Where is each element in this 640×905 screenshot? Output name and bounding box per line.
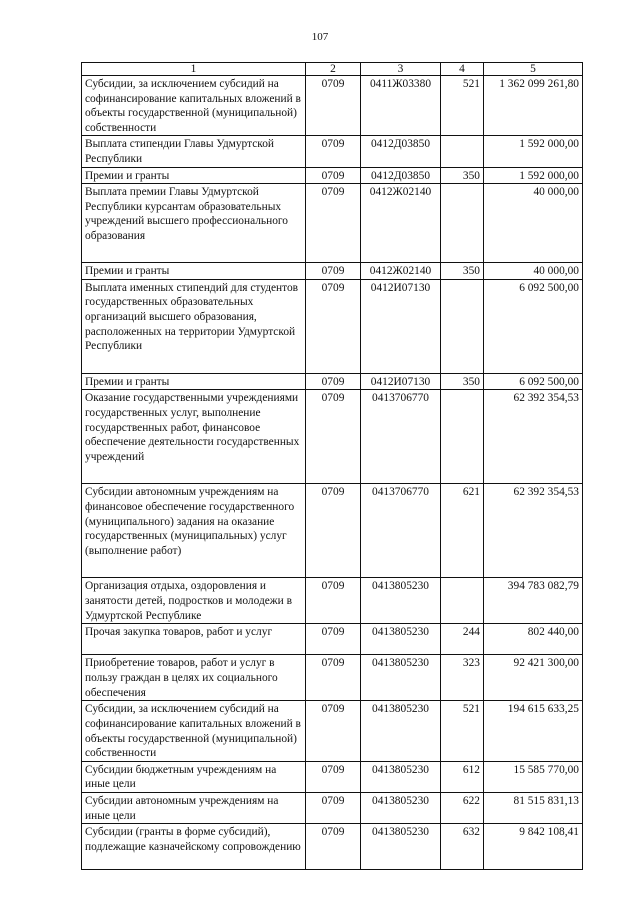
row-code: 0413706770 <box>361 484 441 578</box>
row-code: 0413805230 <box>361 578 441 624</box>
table-row <box>82 824 583 870</box>
row-name: Выплата стипендии Главы Удмуртской Республики <box>82 136 306 167</box>
row-amount: 6 092 500,00 <box>484 373 583 390</box>
row-expense-type: 244 <box>441 624 484 655</box>
row-section: 0709 <box>306 279 361 373</box>
row-name: Премии и гранты <box>82 373 306 390</box>
row-expense-type <box>441 390 484 484</box>
row-expense-type: 612 <box>441 761 484 792</box>
column-header-4: 4 <box>441 63 484 76</box>
row-code: 0411Ж03380 <box>361 76 441 136</box>
row-expense-type <box>441 279 484 373</box>
row-section: 0709 <box>306 578 361 624</box>
row-section: 0709 <box>306 76 361 136</box>
row-expense-type <box>441 184 484 263</box>
row-amount: 6 092 500,00 <box>484 279 583 373</box>
table-row <box>82 624 583 655</box>
row-amount: 394 783 082,79 <box>484 578 583 624</box>
row-expense-type: 521 <box>441 76 484 136</box>
table-row <box>82 263 583 280</box>
row-amount: 40 000,00 <box>484 263 583 280</box>
table-row <box>82 578 583 624</box>
row-section: 0709 <box>306 136 361 167</box>
table-row <box>82 792 583 823</box>
row-name: Выплата именных стипендий для студентов государственных образовательных организаций высшего образования, расположенных на территории Удмуртской Республики <box>82 279 306 373</box>
table-row <box>82 761 583 792</box>
row-expense-type <box>441 136 484 167</box>
row-code: 0413706770 <box>361 390 441 484</box>
row-section: 0709 <box>306 373 361 390</box>
row-name: Субсидии (гранты в форме субсидий), подлежащие казначейскому сопровождению <box>82 824 306 870</box>
row-section: 0709 <box>306 701 361 761</box>
row-code: 0412Ж02140 <box>361 263 441 280</box>
row-amount: 1 592 000,00 <box>484 167 583 184</box>
row-name: Выплата премии Главы Удмуртской Республики курсантам образовательных учреждений высшего профессионального образования <box>82 184 306 263</box>
row-amount: 194 615 633,25 <box>484 701 583 761</box>
column-header-5: 5 <box>484 63 583 76</box>
row-section: 0709 <box>306 655 361 701</box>
row-name: Премии и гранты <box>82 167 306 184</box>
row-code: 0413805230 <box>361 824 441 870</box>
column-header-2: 2 <box>306 63 361 76</box>
row-code: 0412Д03850 <box>361 136 441 167</box>
table-row <box>82 136 583 167</box>
row-section: 0709 <box>306 184 361 263</box>
table-row <box>82 701 583 761</box>
row-amount: 81 515 831,13 <box>484 792 583 823</box>
row-expense-type: 621 <box>441 484 484 578</box>
row-name: Субсидии бюджетным учреждениям на иные цели <box>82 761 306 792</box>
row-section: 0709 <box>306 263 361 280</box>
row-expense-type: 350 <box>441 167 484 184</box>
row-section: 0709 <box>306 761 361 792</box>
row-amount: 1 592 000,00 <box>484 136 583 167</box>
page-number: 107 <box>311 31 329 43</box>
table-row <box>82 484 583 578</box>
row-name: Оказание государственными учреждениями государственных услуг, выполнение государственных работ, финансовое обеспечение деятельности государственных учреждений <box>82 390 306 484</box>
table-row <box>82 76 583 136</box>
table-header-row <box>82 63 583 76</box>
table-row <box>82 373 583 390</box>
row-expense-type: 350 <box>441 373 484 390</box>
row-amount: 15 585 770,00 <box>484 761 583 792</box>
row-code: 0412И07130 <box>361 279 441 373</box>
table-row <box>82 390 583 484</box>
row-expense-type: 521 <box>441 701 484 761</box>
row-name: Организация отдыха, оздоровления и занятости детей, подростков и молодежи в Удмуртской Республике <box>82 578 306 624</box>
row-section: 0709 <box>306 824 361 870</box>
row-expense-type: 350 <box>441 263 484 280</box>
row-name: Премии и гранты <box>82 263 306 280</box>
row-name: Приобретение товаров, работ и услуг в пользу граждан в целях их социального обеспечения <box>82 655 306 701</box>
row-expense-type: 632 <box>441 824 484 870</box>
row-code: 0412Д03850 <box>361 167 441 184</box>
row-amount: 1 362 099 261,80 <box>484 76 583 136</box>
row-expense-type: 323 <box>441 655 484 701</box>
row-amount: 802 440,00 <box>484 624 583 655</box>
budget-table <box>81 62 583 870</box>
row-code: 0413805230 <box>361 761 441 792</box>
row-amount: 92 421 300,00 <box>484 655 583 701</box>
row-section: 0709 <box>306 167 361 184</box>
column-header-3: 3 <box>361 63 441 76</box>
row-code: 0413805230 <box>361 792 441 823</box>
table-row <box>82 655 583 701</box>
row-name: Субсидии, за исключением субсидий на софинансирование капитальных вложений в объекты государственной (муниципальной) собственности <box>82 76 306 136</box>
row-code: 0413805230 <box>361 624 441 655</box>
row-expense-type: 622 <box>441 792 484 823</box>
column-header-1: 1 <box>82 63 306 76</box>
row-code: 0413805230 <box>361 655 441 701</box>
row-amount: 62 392 354,53 <box>484 390 583 484</box>
table-row <box>82 279 583 373</box>
row-name: Субсидии автономным учреждениям на финансовое обеспечение государственного (муниципального) задания на оказание государственных (муниципальных) услуг (выполнение работ) <box>82 484 306 578</box>
row-amount: 40 000,00 <box>484 184 583 263</box>
row-code: 0412Ж02140 <box>361 184 441 263</box>
row-section: 0709 <box>306 624 361 655</box>
table-row <box>82 167 583 184</box>
row-section: 0709 <box>306 484 361 578</box>
row-expense-type <box>441 578 484 624</box>
row-name: Субсидии, за исключением субсидий на софинансирование капитальных вложений в объекты государственной (муниципальной) собственности <box>82 701 306 761</box>
row-amount: 62 392 354,53 <box>484 484 583 578</box>
row-code: 0412И07130 <box>361 373 441 390</box>
table-row <box>82 184 583 263</box>
row-section: 0709 <box>306 390 361 484</box>
row-section: 0709 <box>306 792 361 823</box>
row-name: Прочая закупка товаров, работ и услуг <box>82 624 306 655</box>
row-amount: 9 842 108,41 <box>484 824 583 870</box>
row-name: Субсидии автономным учреждениям на иные цели <box>82 792 306 823</box>
row-code: 0413805230 <box>361 701 441 761</box>
